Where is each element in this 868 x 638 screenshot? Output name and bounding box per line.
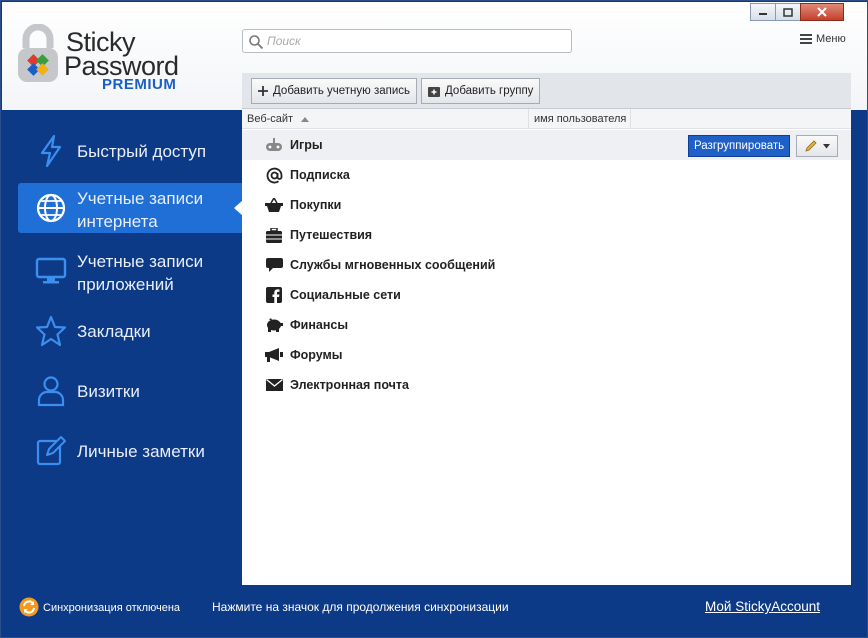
gamepad-icon [265,137,283,153]
megaphone-icon [265,347,283,363]
ungroup-label: Разгруппировать [694,140,785,152]
suitcase-icon [265,227,283,243]
sidebar-item-label: Закладки [77,321,151,341]
group-row-email[interactable] [242,370,851,400]
plus-icon [258,86,268,96]
close-icon [817,7,827,17]
sidebar-item-quick-access[interactable] [18,126,242,176]
sidebar [2,110,242,585]
sidebar-item-label: Учетные записи интернета [77,189,204,231]
lock-logo-icon [16,24,60,84]
sync-icon[interactable] [19,597,39,617]
group-row-subscription[interactable] [242,160,851,190]
add-group-label: Добавить группу [445,85,534,97]
search-icon [248,34,264,50]
maximize-button[interactable] [775,3,801,21]
group-row-travel[interactable] [242,220,851,250]
window-controls [750,3,843,21]
add-group-button[interactable] [421,78,540,104]
edit-dropdown-button[interactable] [796,135,838,157]
group-label: Службы мгновенных сообщений [290,258,496,272]
logo-text-premium: PREMIUM [102,76,177,93]
main-content [242,73,851,585]
minimize-button[interactable] [750,3,776,21]
add-folder-icon [428,86,440,97]
search-input[interactable] [267,32,567,50]
group-row-games[interactable] [242,130,851,160]
group-label: Форумы [290,348,343,362]
sidebar-item-notes[interactable] [18,426,242,476]
group-label: Игры [290,138,323,152]
chat-bubble-icon [265,257,283,273]
group-row-instant-messaging[interactable] [242,250,851,280]
column-divider [630,109,631,129]
column-divider [528,109,529,129]
group-row-social-networks[interactable] [242,280,851,310]
search-box[interactable] [242,29,572,53]
menu-label: Меню [816,33,846,45]
column-header [242,109,851,129]
piggy-bank-icon [265,317,283,333]
lightning-icon [34,134,68,168]
my-account-link[interactable]: Мой StickyAccount [705,599,820,614]
column-website[interactable]: Веб-сайт [247,113,294,125]
hamburger-icon [800,34,812,44]
envelope-icon [265,377,283,393]
pencil-icon [805,140,817,152]
group-label: Путешествия [290,228,373,242]
close-button[interactable] [800,3,844,21]
sidebar-item-label: Визитки [77,381,140,401]
group-row-forums[interactable] [242,340,851,370]
monitor-icon [34,254,68,288]
sidebar-item-bookmarks[interactable] [18,306,242,356]
toolbar [242,73,851,109]
globe-icon [34,191,68,225]
sidebar-item-app-accounts[interactable] [18,246,242,296]
add-account-label: Добавить учетную запись [273,85,411,97]
maximize-icon [783,8,793,17]
logo-text-sticky: Sticky [66,27,136,57]
group-label: Финансы [290,318,349,332]
sidebar-item-label: Учетные записи приложений [77,252,204,294]
group-label: Социальные сети [290,288,401,302]
sync-hint-text: Нажмите на значок для продолжения синхронизации [212,600,509,614]
menu-button[interactable] [800,33,846,45]
footer [2,585,867,635]
sort-ascending-icon [301,117,309,122]
chevron-down-icon [823,144,830,149]
add-account-button[interactable] [251,78,417,104]
ungroup-button[interactable] [688,135,790,157]
group-label: Подписка [290,168,350,182]
basket-icon [265,197,283,213]
facebook-icon [265,287,283,303]
group-label: Электронная почта [290,378,409,392]
sidebar-item-label: Личные заметки [77,441,205,461]
column-username[interactable]: имя пользователя [534,113,627,125]
minimize-icon [758,8,768,16]
sync-status-text: Синхронизация отключена [43,602,181,614]
group-row-shopping[interactable] [242,190,851,220]
at-sign-icon [265,167,283,183]
person-icon [34,374,68,408]
logo-text-password: Password [64,51,179,81]
sidebar-item-identities[interactable] [18,366,242,416]
sidebar-item-label: Быстрый доступ [77,141,207,161]
star-icon [34,314,68,348]
note-edit-icon [34,434,68,468]
group-row-finance[interactable] [242,310,851,340]
group-label: Покупки [290,198,342,212]
sidebar-item-web-accounts[interactable] [18,183,242,233]
logo [16,24,196,94]
